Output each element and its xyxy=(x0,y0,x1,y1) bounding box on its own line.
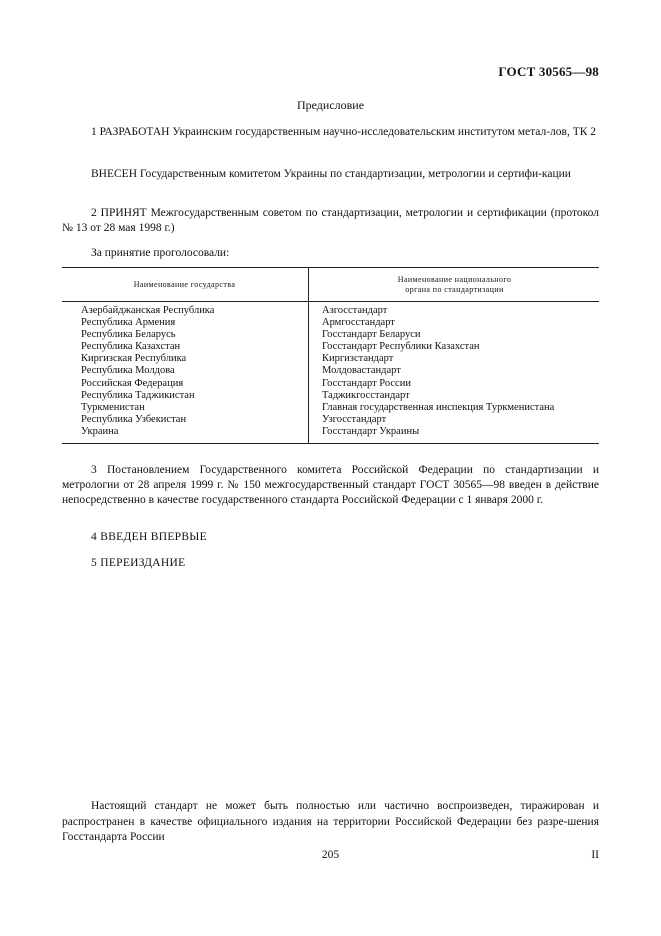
table-row-body: Азгосстандарт xyxy=(322,305,388,316)
column-divider xyxy=(308,301,309,443)
table-row-body: Таджикгосстандарт xyxy=(322,389,410,401)
paragraph-resolution: 3 Постановлением Государственного комитета Российской Федерации по стандартизации и метрологии от 28 апреля 1999 г. № 150 межгосударственный стандарт ГОСТ 30565—98 введен в действие непосредственно в качестве государственного стандарта Российской Федерации с 1 января 2000 г. xyxy=(62,464,599,506)
voting-label: За принятие проголосовали: xyxy=(91,247,230,259)
table-row-body: Госстандарт Республики Казахстан xyxy=(322,341,480,353)
table-row-body: Главная государственная инспекция Туркменистана xyxy=(322,401,555,413)
table-row-state: Республика Армения xyxy=(81,317,176,329)
paragraph-developed-by: 1 РАЗРАБОТАН Украинским государственным научно-исследовательским институтом метал-лов, ТК 2 xyxy=(91,126,597,138)
table-row-state: Киргизская Республика xyxy=(81,353,187,365)
table-row-body: Госстандарт России xyxy=(322,377,411,389)
page-number: 205 xyxy=(321,849,340,861)
section-introduced-first: 4 ВВЕДЕН ВПЕРВЫЕ xyxy=(91,531,207,543)
table-row-state: Азербайджанская Республика xyxy=(81,305,215,316)
section-reissue: 5 ПЕРЕИЗДАНИЕ xyxy=(91,557,186,569)
table-row-state: Республика Казахстан xyxy=(81,341,181,353)
table-row-state: Республика Узбекистан xyxy=(81,413,187,425)
table-row-state: Республика Молдова xyxy=(81,365,175,377)
roman-page-marker: II xyxy=(591,849,599,861)
table-header xyxy=(62,268,599,302)
header-standards-body-line1: Наименование национального xyxy=(397,274,512,284)
paragraph-submitted-by: ВНЕСЕН Государственным комитетом Украины по стандартизации, метрологии и сертифи-кации xyxy=(91,168,571,180)
table-row-state: Республика Таджикистан xyxy=(81,389,195,401)
table-row-body: Госстандарт Украины xyxy=(322,425,420,437)
table-row-body: Киргизстандарт xyxy=(322,353,394,365)
table-row-state: Туркменистан xyxy=(81,401,145,413)
standards-body-column xyxy=(322,305,598,438)
table-row-state: Республика Беларусь xyxy=(81,329,176,341)
state-column xyxy=(81,305,301,438)
table-row-state: Украина xyxy=(81,425,119,437)
table-row-body: Узгосстандарт xyxy=(322,413,387,425)
paragraph-adopted-by: 2 ПРИНЯТ Межгосударственным советом по стандартизации, метрологии и сертификации (протокол № 13 от 28 мая 1998 г.) xyxy=(62,207,599,234)
header-standards-body xyxy=(308,268,600,301)
table-row-body: Госстандарт Беларуси xyxy=(322,329,421,341)
page-title: Предисловие xyxy=(296,98,365,112)
copyright-notice: Настоящий стандарт не может быть полностью или частично воспроизведен, тиражирован и распространен в качестве официального издания на территории Российской Федерации без разре-шения Госстандарта России xyxy=(62,800,599,843)
table-row-body: Молдовастандарт xyxy=(322,365,401,377)
table-row-state: Российская Федерация xyxy=(81,377,184,389)
header-state-name: Наименование государства xyxy=(133,279,236,289)
header-standards-body-line2: органа по стандартизации xyxy=(405,284,504,294)
voting-table xyxy=(62,267,599,444)
standard-code-header: ГОСТ 30565—98 xyxy=(498,64,599,79)
table-row-body: Армгосстандарт xyxy=(322,317,395,329)
